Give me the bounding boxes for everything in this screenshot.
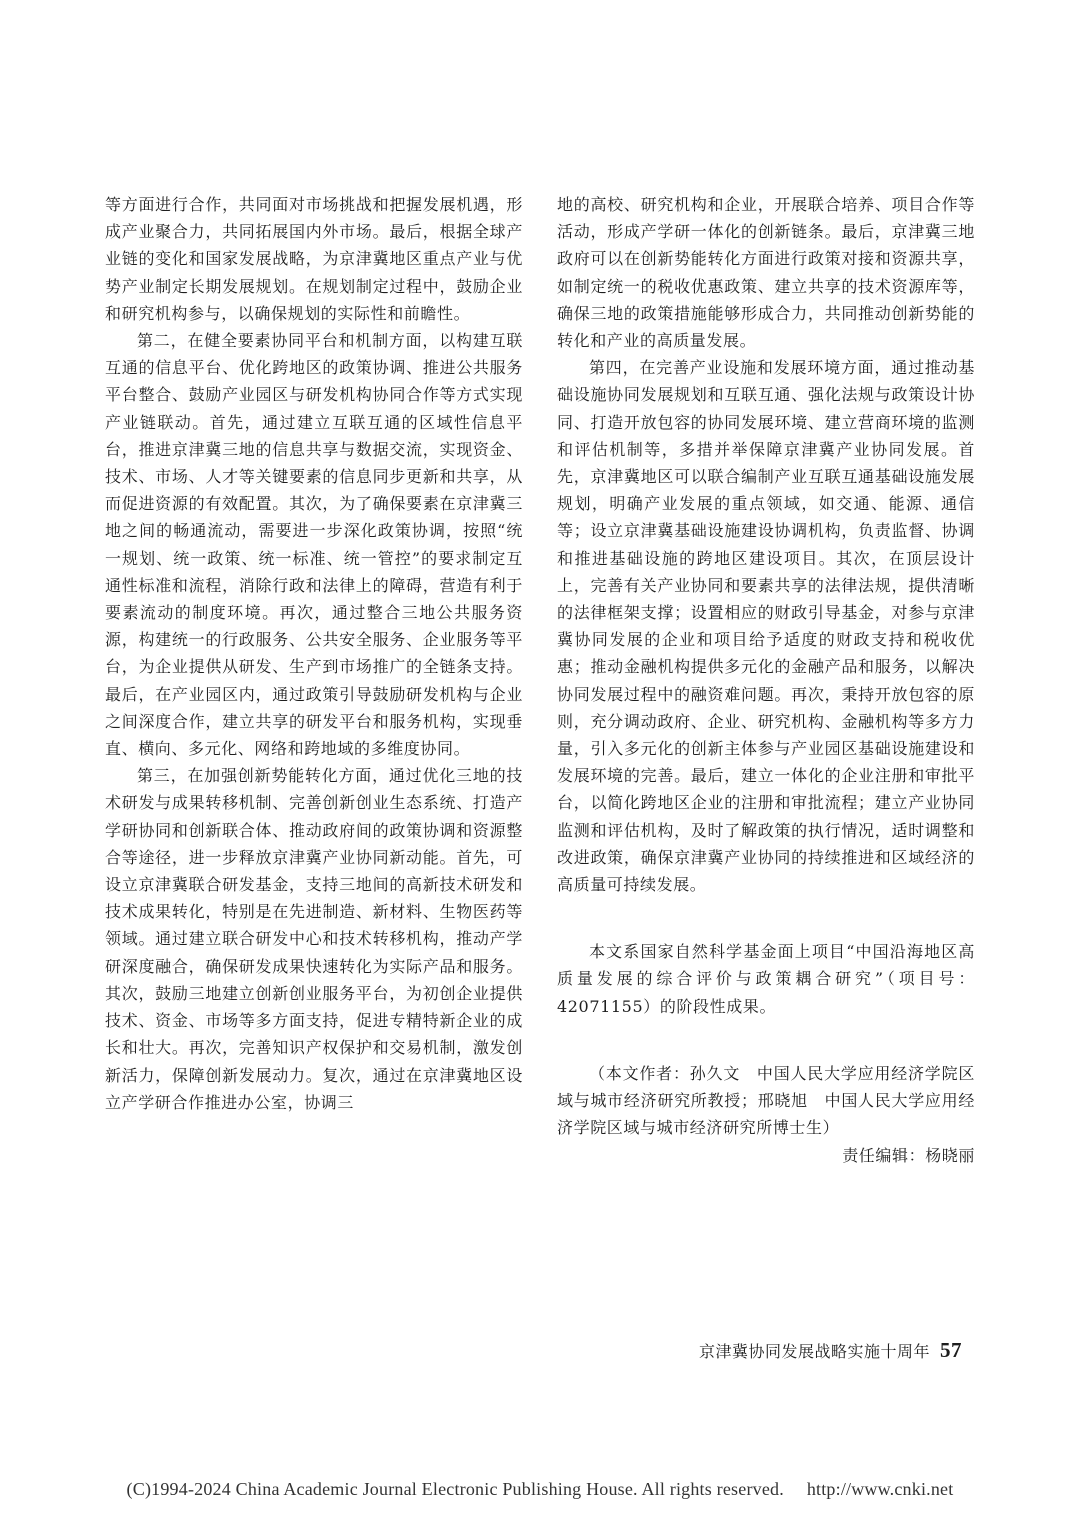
copyright-notice: (C)1994-2024 China Academic Journal Electronic Publishing House. All rights reserved. http://www.cnki.net: [126, 1479, 954, 1499]
paragraph-second: 第二，在健全要素协同平台和机制方面，以构建互联互通的信息平台、优化跨地区的政策协调、推进公共服务平台整合、鼓励产业园区与研发机构协同合作等方式实现产业链联动。首先，通过建立互联互通的区域性信息平台，推进京津冀三地的信息共享与数据交流，实现资金、技术、市场、人才等关键要素的信息同步更新和共享，从而促进资源的有效配置。其次，为了确保要素在京津冀三地之间的畅通流动，需要进一步深化政策协调，按照“统一规划、统一政策、统一标准、统一管控”的要求制定互通性标准和流程，消除行政和法律上的障碍，营造有利于要素流动的制度环境。再次，通过整合三地公共服务资源，构建统一的行政服务、公共安全服务、企业服务等平台，为企业提供从研发、生产到市场推广的全链条支持。最后，在产业园区内，通过政策引导鼓励研发机构与企业之间深度合作，建立共享的研发平台和服务机构，实现垂直、横向、多元化、网络和跨地域的多维度协同。: [105, 331, 523, 759]
editor-credit: 责任编辑：杨晓丽: [842, 1145, 975, 1165]
page-number: 57: [940, 1338, 962, 1362]
journal-section-title: 京津冀协同发展战略实施十周年: [698, 1342, 930, 1361]
page-footer: [699, 1338, 962, 1363]
paragraph-third: 第三，在加强创新势能转化方面，通过优化三地的技术研发与成果转移机制、完善创新创业生态系统、打造产学研协同和创新联合体、推动政府间的政策协调和资源整合等途径，进一步释放京津冀产业协同新动能。首先，可设立京津冀联合研发基金，支持三地间的高新技术研发和技术成果转化，特别是在先进制造、新材料、生物医药等领域。通过建立联合研发中心和技术转移机构，推动产学研深度融合，确保研发成果快速转化为实际产品和服务。其次，鼓励三地建立创新创业服务平台，为初创企业提供技术、资金、市场等多方面支持，促进专精特新企业的成长和壮大。再次，完善知识产权保护和交易机制，激发创新活力，保障创新发展动力。复次，通过在京津冀地区设立产学研合作推进办公室，协调三: [105, 766, 523, 1112]
paragraph-continued: 地的高校、研究机构和企业，开展联合培养、项目合作等活动，形成产学研一体化的创新链条。最后，京津冀三地政府可以在创新势能转化方面进行政策对接和资源共享，如制定统一的税收优惠政策、建立共享的技术资源库等，确保三地的政策措施能够形成合力，共同推动创新势能的转化和产业的高质量发展。: [557, 195, 975, 351]
paragraph-continued: 等方面进行合作，共同面对市场挑战和把握发展机遇，形成产业聚合力，共同拓展国内外市场。最后，根据全球产业链的变化和国家发展战略，为京津冀地区重点产业与优势产业制定长期发展规划。在规划制定过程中，鼓励企业和研究机构参与，以确保规划的实际性和前瞻性。: [105, 195, 523, 323]
author-bio: （本文作者：孙久文 中国人民大学应用经济学院区域与城市经济研究所教授；邢晓旭 中国人民大学应用经济学院区域与城市经济研究所博士生）: [557, 1063, 975, 1138]
right-column: [557, 191, 975, 1169]
paragraph-fourth: 第四，在完善产业设施和发展环境方面，通过推动基础设施协同发展规划和互联互通、强化法规与政策设计协同、打造开放包容的协同发展环境、建立营商环境的监测和评估机制等，多措并举保障京津冀产业协同发展。首先，京津冀地区可以联合编制产业互联互通基础设施发展规划，明确产业发展的重点领域，如交通、能源、通信等；设立京津冀基础设施建设协调机构，负责监督、协调和推进基础设施的跨地区建设项目。其次，在顶层设计上，完善有关产业协同和要素共享的法律法规，提供清晰的法律框架支撑；设置相应的财政引导基金，对参与京津冀协同发展的企业和项目给予适度的财政支持和税收优惠；推动金融机构提供多元化的金融产品和服务，以解决协同发展过程中的融资难问题。再次，秉持开放包容的原则，充分调动政府、企业、研究机构、金融机构等多方力量，引入多元化的创新主体参与产业园区基础设施建设和发展环境的完善。最后，建立一体化的企业注册和审批平台，以简化跨地区企业的注册和审批流程；建立产业协同监测和评估机构，及时了解政策的执行情况，适时调整和改进政策，确保京津冀产业协同的持续推进和区域经济的高质量可持续发展。: [557, 358, 975, 895]
left-column: [105, 191, 523, 1116]
funding-note: 本文系国家自然科学基金面上项目“中国沿海地区高质量发展的综合评价与政策耦合研究”（项目号：42071155）的阶段性成果。: [557, 942, 975, 1016]
